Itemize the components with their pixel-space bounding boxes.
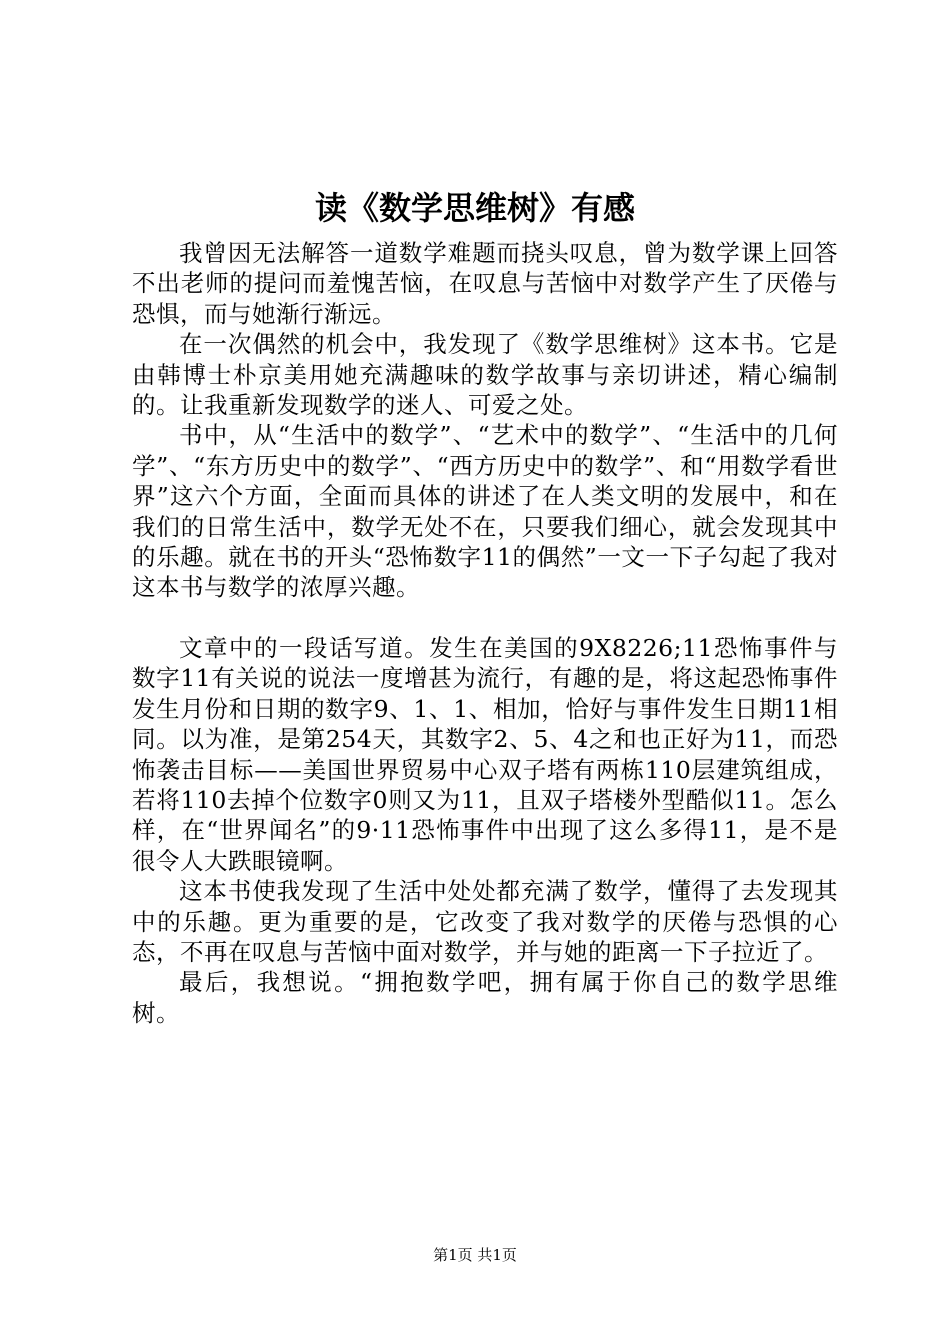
page-number-footer: 第1页 共1页: [433, 1246, 517, 1264]
paragraph-1: 我曾因无法解答一道数学难题而挠头叹息，曾为数学课上回答不出老师的提问而羞愧苦恼，在叹息与苦恼中对数学产生了厌倦与恐惧，而与她渐行渐远。: [132, 239, 838, 328]
document-title: 读《数学思维树》有感: [314, 189, 635, 227]
paragraph-6: 最后，我想说。“拥抱数学吧，拥有属于你自己的数学思维树。: [132, 968, 838, 1027]
paragraph-4: 文章中的一段话写道。发生在美国的9X8226;11恐怖事件与数字11有关说的说法一度增甚为流行，有趣的是，将这起恐怖事件发生月份和日期的数字9、1、1、相加，恰好与事件发生日期11相同。以为准，是第254天，其数字2、5、4之和也正好为11，而恐怖袭击目标——美国世界贸易中心双子塔有两栋110层建筑组成，若将110去掉个位数字0则又为11，且双子塔楼外型酷似11。怎么样，在“世界闻名”的9·11恐怖事件中出现了这么多得11，是不是很令人大跌眼镜啊。: [132, 633, 838, 875]
paragraph-5: 这本书使我发现了生活中处处都充满了数学，懂得了去发现其中的乐趣。更为重要的是，它改变了我对数学的厌倦与恐惧的心态，不再在叹息与苦恼中面对数学，并与她的距离一下子拉近了。: [132, 877, 838, 966]
paragraph-3: 书中，从“生活中的数学”、“艺术中的数学”、“生活中的几何学”、“东方历史中的数学”、“西方历史中的数学”、和“用数学看世界”这六个方面，全面而具体的讲述了在人类文明的发展中，和在我们的日常生活中，数学无处不在，只要我们细心，就会发现其中的乐趣。就在书的开头“恐怖数字11的偶然”一文一下子勾起了我对这本书与数学的浓厚兴趣。: [132, 421, 838, 602]
document-body: [132, 238, 838, 1028]
paragraph-2: 在一次偶然的机会中，我发现了《数学思维树》这本书。它是由韩博士朴京美用她充满趣味的数学故事与亲切讲述，精心编制的。让我重新发现数学的迷人、可爱之处。: [132, 330, 838, 420]
